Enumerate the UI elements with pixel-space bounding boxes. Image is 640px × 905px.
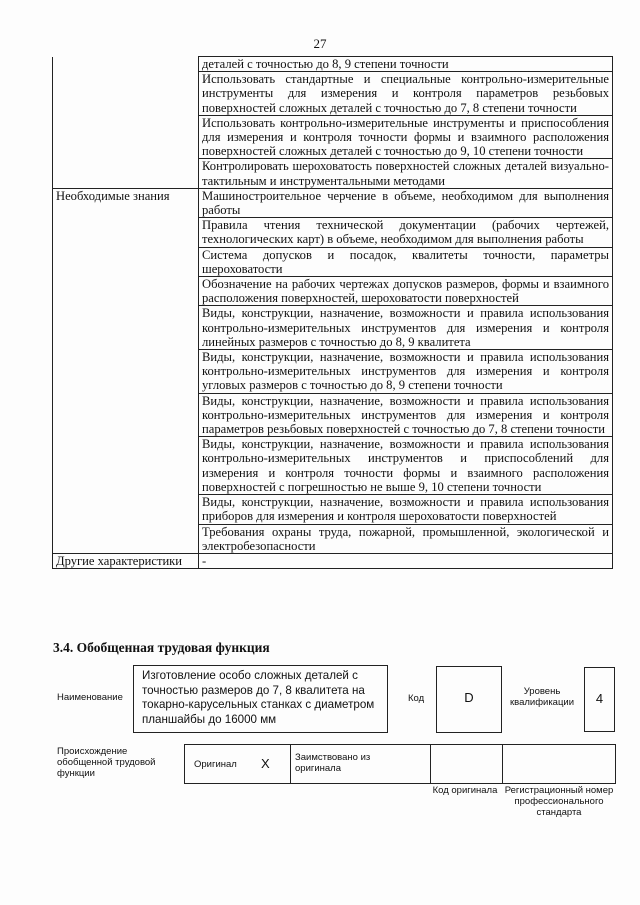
function-name-box — [133, 665, 388, 733]
row-description: Использовать контрольно-измерительные инструменты и приспособления для измерения и контроля точности формы и взаимного расположения поверхностей сложных деталей с точностью до 9, 10 степени точности — [199, 115, 613, 159]
row-description: Машиностроительное черчение в объеме, необходимом для выполнения работы — [199, 188, 613, 217]
code-origin-caption: Код оригинала — [432, 785, 498, 796]
row-category-label — [53, 277, 199, 306]
section-title: 3.4. Обобщенная трудовая функция — [53, 640, 270, 655]
row-description: Контролировать шероховатость поверхностей сложных деталей визуально-тактильным и инструментальными методами — [199, 159, 613, 188]
borrowed-label: Заимствовано из оригинала — [295, 752, 371, 774]
code-value: D — [464, 690, 474, 705]
row-category-label — [53, 393, 199, 437]
origin-divider — [502, 745, 503, 783]
original-label: Оригинал — [194, 759, 237, 770]
table-row — [53, 524, 613, 553]
row-category-label — [53, 437, 199, 495]
row-category-label: Другие характеристики — [53, 553, 199, 568]
row-category-label — [53, 72, 199, 116]
table-row — [53, 188, 613, 217]
row-description: Виды, конструкции, назначение, возможности и правила использования приборов для измерения и контроля шероховатости поверхностей — [199, 495, 613, 524]
table-row — [53, 72, 613, 116]
row-description: Виды, конструкции, назначение, возможности и правила использования контрольно-измерительных инструментов для измерения и контроля угловых размеров с точностью до 8, 9 степени точности — [199, 350, 613, 394]
table-row — [53, 437, 613, 495]
level-box — [584, 667, 615, 732]
table-row — [53, 553, 613, 568]
registration-number-caption: Регистрационный номер профессионального стандарта — [504, 785, 614, 818]
origin-divider — [430, 745, 431, 783]
row-category-label: Необходимые знания — [53, 188, 199, 217]
table-row — [53, 247, 613, 276]
table-row — [53, 495, 613, 524]
code-label: Код — [408, 693, 425, 704]
origin-divider — [290, 745, 291, 783]
code-box — [436, 666, 502, 733]
table-row — [53, 393, 613, 437]
row-category-label — [53, 115, 199, 159]
row-description: Правила чтения технической документации (рабочих чертежей, технологических карт) в объеме, необходимом для выполнения работы — [199, 218, 613, 247]
row-category-label — [53, 495, 199, 524]
row-category-label — [53, 247, 199, 276]
level-value: 4 — [595, 691, 604, 706]
page-number: 27 — [313, 36, 327, 51]
level-label: Уровень квалификации — [509, 686, 575, 708]
row-description: - — [199, 553, 613, 568]
row-description: Требования охраны труда, пожарной, промышленной, экологической и электробезопасности — [199, 524, 613, 553]
table-row — [53, 218, 613, 247]
row-category-label — [53, 524, 199, 553]
original-mark: X — [261, 756, 270, 771]
table-row — [53, 350, 613, 394]
function-name-value: Изготовление особо сложных деталей с точностью размеров до 7, 8 квалитета на токарно-карусельных станках с диаметром планшайбы до 16000 мм — [142, 669, 375, 726]
row-description: Виды, конструкции, назначение, возможности и правила использования контрольно-измерительных инструментов и приспособлений для измерения и контроля точности формы и взаимного расположения поверхностей с погрешностью не выше 9, 10 степени точности — [199, 437, 613, 495]
table-row — [53, 306, 613, 350]
row-category-label — [53, 306, 199, 350]
table-row — [53, 115, 613, 159]
row-category-label — [53, 218, 199, 247]
row-category-label — [53, 57, 199, 72]
row-description: деталей с точностью до 8, 9 степени точности — [199, 57, 613, 72]
row-description: Виды, конструкции, назначение, возможности и правила использования контрольно-измерительных инструментов для измерения и контроля параметров резьбовых поверхностей с точностью до 7, 8 степени точности — [199, 393, 613, 437]
row-description: Система допусков и посадок, квалитеты точности, параметры шероховатости — [199, 247, 613, 276]
table-row — [53, 57, 613, 72]
knowledge-skills-table — [52, 56, 613, 569]
row-category-label — [53, 159, 199, 188]
origin-table — [184, 744, 616, 784]
row-description: Использовать стандартные и специальные контрольно-измерительные инструменты для измерения и контроля параметров резьбовых поверхностей сложных деталей с точностью до 7, 8 степени точности — [199, 72, 613, 116]
origin-label: Происхождение обобщенной трудовой функции — [57, 746, 156, 779]
row-description: Обозначение на рабочих чертежах допусков размеров, формы и взаимного расположения поверхностей, шероховатости поверхностей — [199, 277, 613, 306]
row-category-label — [53, 350, 199, 394]
table-row — [53, 159, 613, 188]
row-description: Виды, конструкции, назначение, возможности и правила использования контрольно-измерительных инструментов для измерения и контроля линейных размеров с точностью до 8, 9 квалитета — [199, 306, 613, 350]
name-label: Наименование — [57, 692, 123, 703]
table-row — [53, 277, 613, 306]
